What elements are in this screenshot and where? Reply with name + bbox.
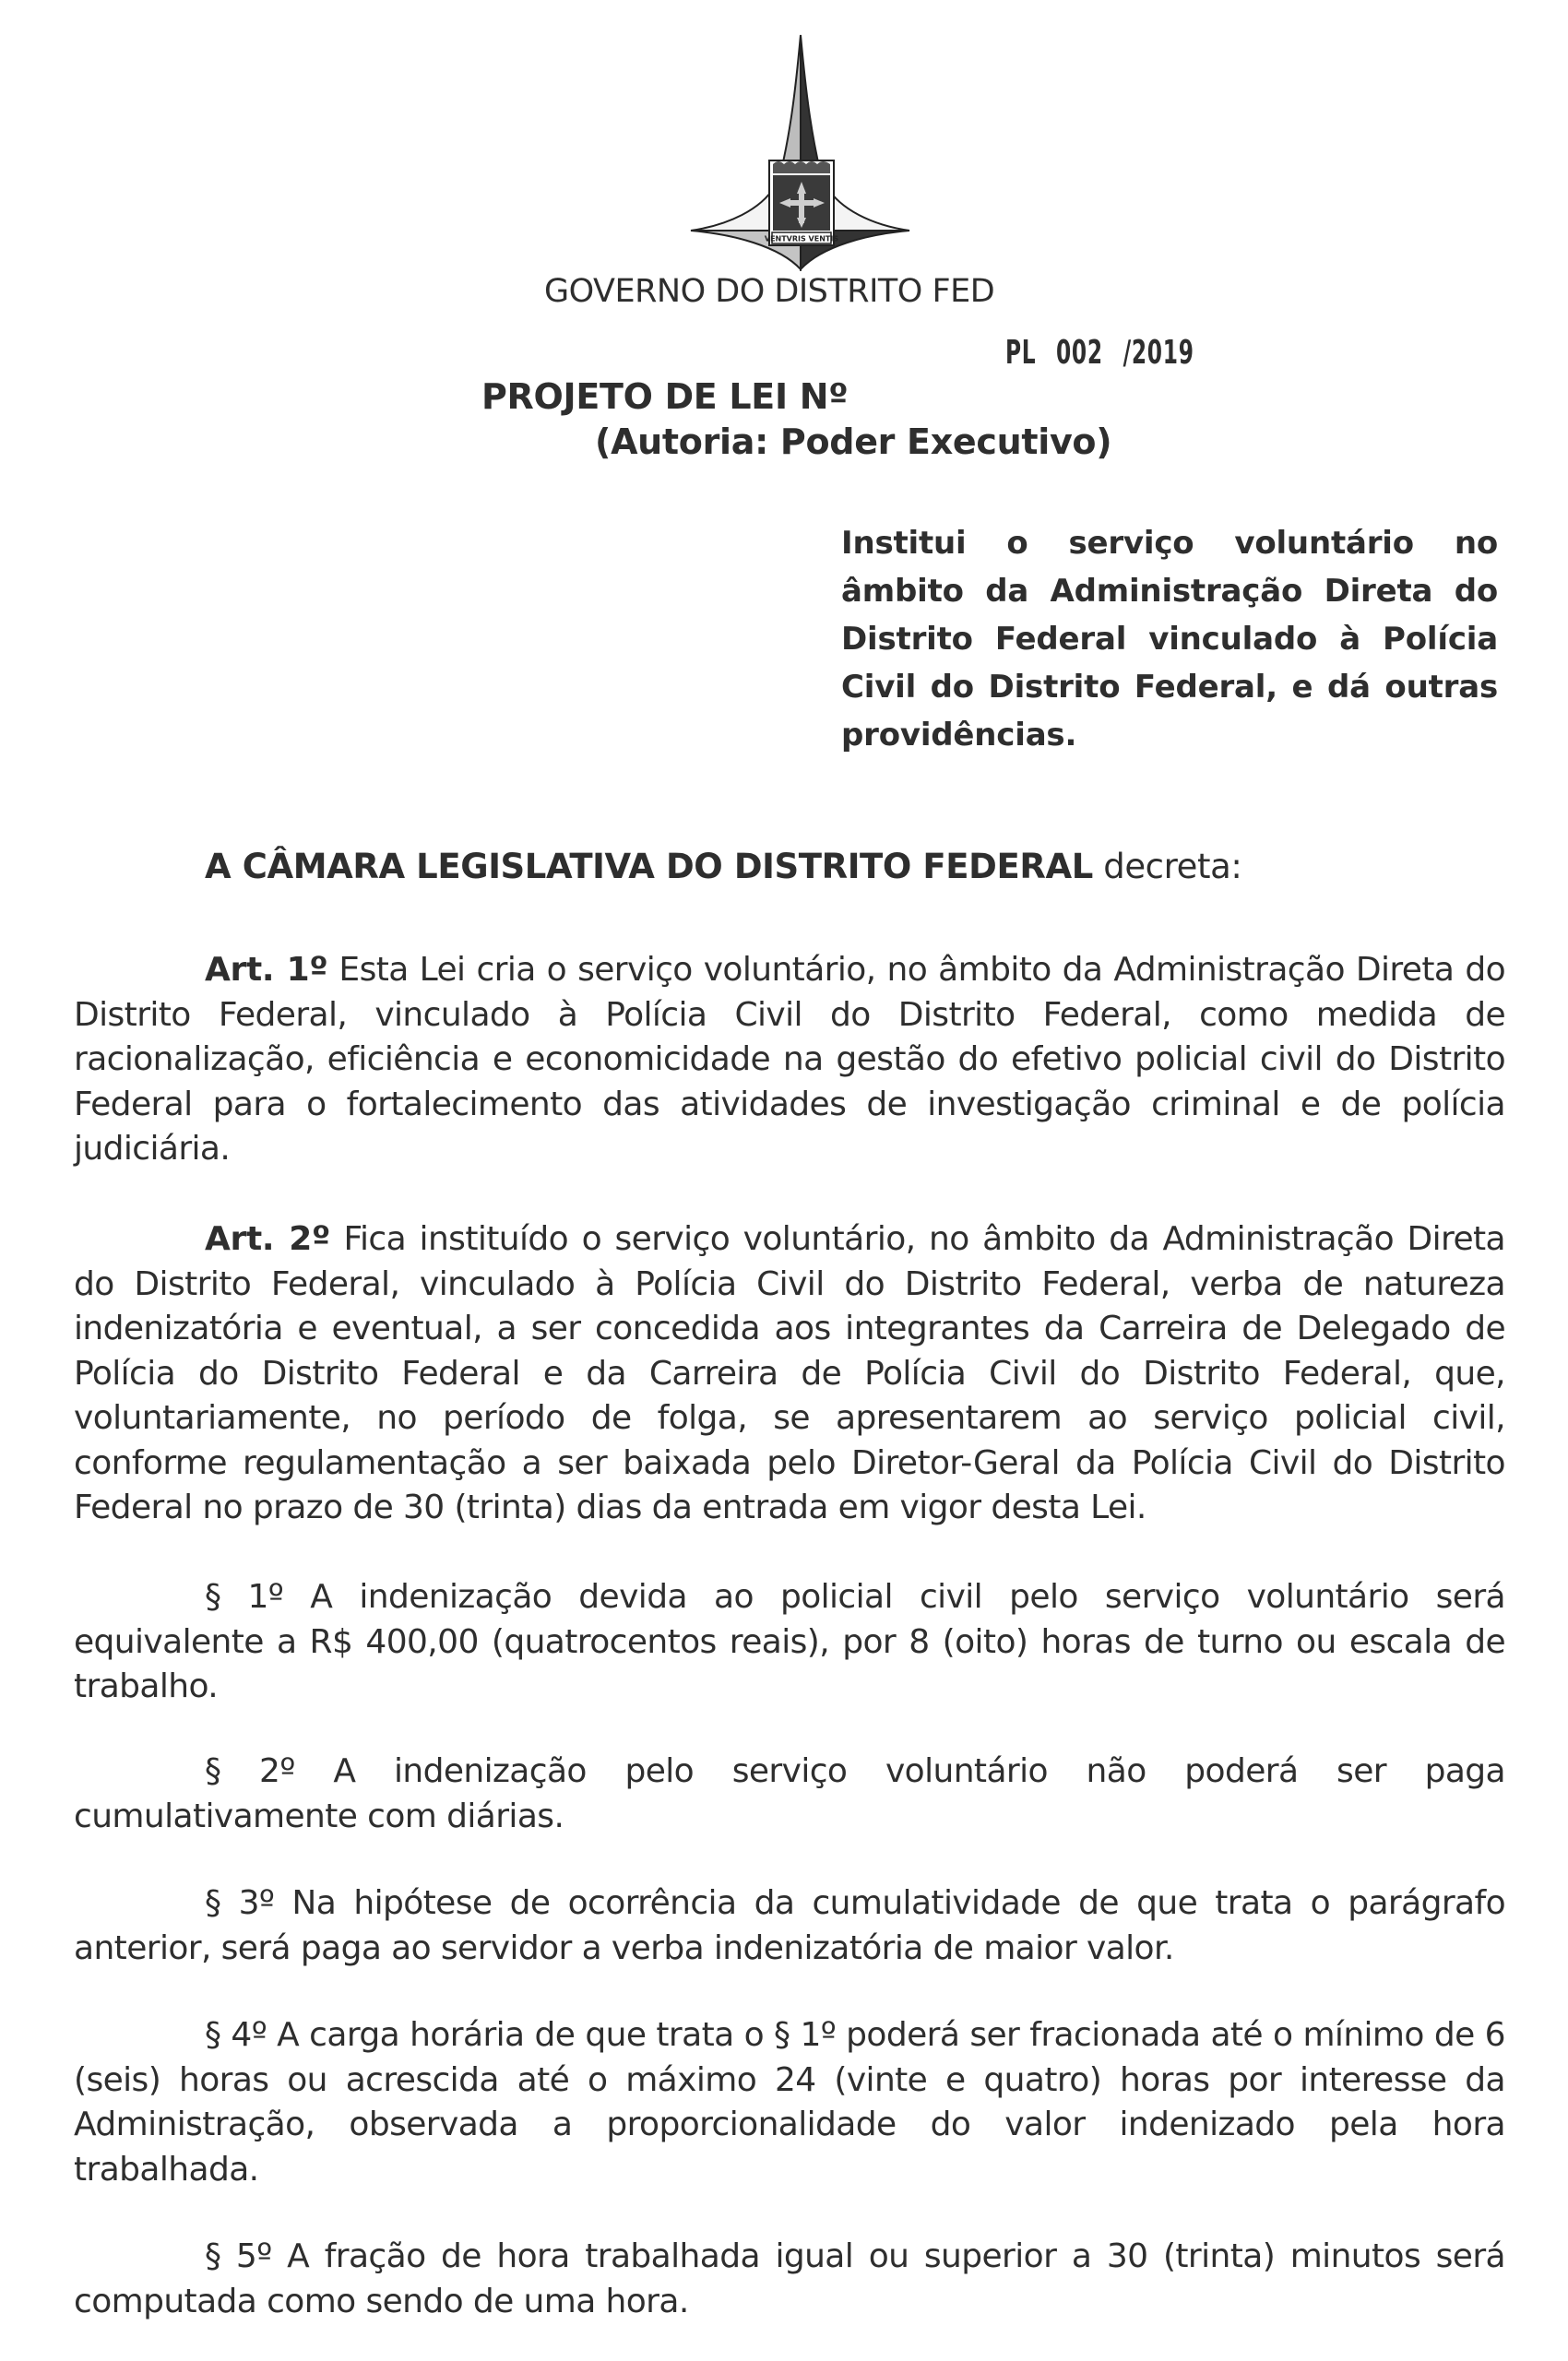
protocol-prefix: PL xyxy=(1005,334,1037,372)
government-name-text: GOVERNO DO DISTRITO FED xyxy=(544,273,995,310)
svg-text:VENTVRIS VENTIS: VENTVRIS VENTIS xyxy=(764,234,839,243)
paragraph-5 xyxy=(74,2235,1505,2324)
enactment-body: A CÂMARA LEGISLATIVA DO DISTRITO FEDERAL xyxy=(205,847,1093,886)
paragraph-text: § 2º A indenização pelo serviço voluntário não poderá ser paga cumulativamente com diárias. xyxy=(74,1752,1505,1835)
enactment-verb: decreta: xyxy=(1092,847,1242,886)
paragraph-text: § 4º A carga horária de que trata o § 1º poderá ser fracionada até o mínimo de 6 (seis) horas ou acrescida até o máximo 24 (vinte e quatro) horas por interesse da Administração, observada a proporcionalidade do valor indenizado pela hora trabalhada. xyxy=(74,2016,1505,2189)
article-text: Fica instituído o serviço voluntário, no âmbito da Administração Direta do Distrito Federal, vinculado à Polícia Civil do Distrito Federal, verba de natureza indenizatória e eventual, a ser concedida aos integrantes da Carreira de Delegado de Polícia do Distrito Federal e da Carreira de Polícia Civil do Distrito Federal, que, voluntariamente, no período de folga, se apresentarem ao serviço policial civil, conforme regulamentação a ser baixada pelo Diretor-Geral da Polícia Civil do Distrito Federal no prazo de 30 (trinta) dias da entrada em vigor desta Lei. xyxy=(74,1220,1505,1526)
article-2 xyxy=(74,1217,1505,1531)
authorship: (Autoria: Poder Executivo) xyxy=(595,421,1112,462)
paragraph-text: § 3º Na hipótese de ocorrência da cumulatividade de que trata o parágrafo anterior, será paga ao servidor a verba indenizatória de maior valor. xyxy=(74,1884,1505,1967)
article-label: Art. 1º xyxy=(205,951,328,989)
protocol-stamp xyxy=(1005,334,1194,372)
enactment-clause xyxy=(205,847,1241,886)
protocol-number: 002 /2019 xyxy=(1055,334,1194,372)
article-1 xyxy=(74,948,1505,1172)
document-title: PROJETO DE LEI Nº xyxy=(481,376,849,417)
paragraph-text: § 1º A indenização devida ao policial civil pelo serviço voluntário será equivalente a R$ 400,00 (quatrocentos reais), por 8 (oito) horas de turno ou escala de trabalho. xyxy=(74,1578,1505,1705)
ementa: Institui o serviço voluntário no âmbito da Administração Direta do Distrito Federal vinculado à Polícia Civil do Distrito Federal, e dá outras providências. xyxy=(841,525,1498,753)
paragraph-3 xyxy=(74,1881,1505,1971)
article-label: Art. 2º xyxy=(205,1220,330,1258)
paragraph-2 xyxy=(74,1750,1505,1839)
emblem-icon xyxy=(687,30,913,271)
article-text: Esta Lei cria o serviço voluntário, no âmbito da Administração Direta do Distrito Federal, vinculado à Polícia Civil do Distrito Federal, como medida de racionalização, eficiência e economicidade na gestão do efetivo policial civil do Distrito Federal para o fortalecimento das atividades de investigação criminal e de polícia judiciária. xyxy=(74,951,1505,1168)
paragraph-4 xyxy=(74,2013,1505,2192)
paragraph-1 xyxy=(74,1575,1505,1710)
paragraph-text: § 5º A fração de hora trabalhada igual ou superior a 30 (trinta) minutos será computada como sendo de uma hora. xyxy=(74,2237,1505,2320)
